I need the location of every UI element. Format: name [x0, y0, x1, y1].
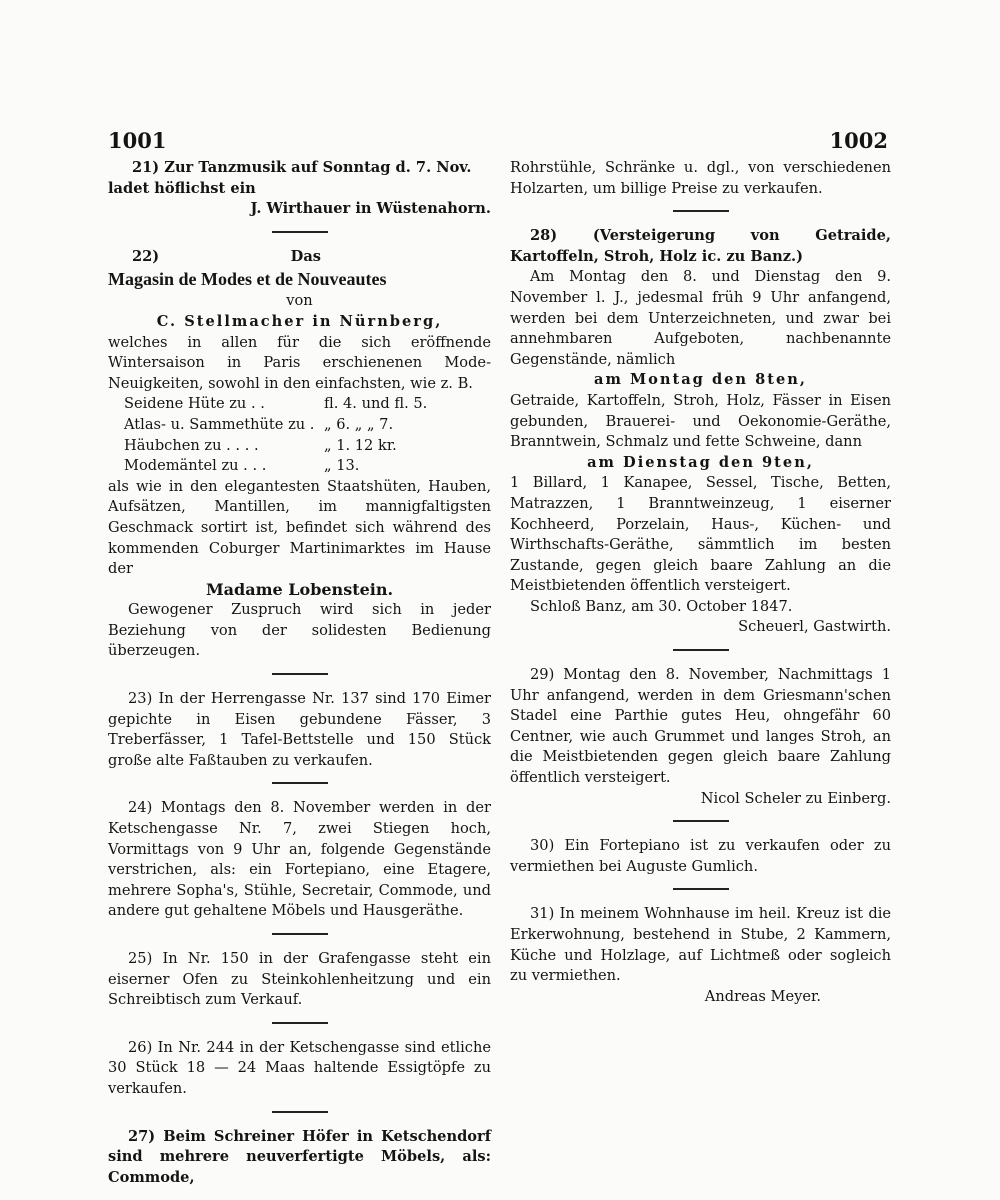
price-item: Atlas- u. Sammethüte zu .: [124, 415, 315, 433]
notice-22-owner: C. Stellmacher in Nürnberg,: [156, 312, 443, 330]
price-value: „ 13.: [324, 457, 360, 475]
price-row: [108, 415, 491, 436]
price-row: [108, 456, 491, 477]
page-number-left: 1001: [108, 128, 167, 153]
separator-rule: [673, 649, 729, 651]
price-row: [108, 394, 491, 415]
notice-28-heading: 28) (Versteigerung von Getraide, Kartoffeln, Stroh, Holz ic. zu Banz.): [510, 227, 891, 265]
notice-28-place-date: Schloß Banz, am 30. October 1847.: [530, 597, 793, 615]
notice-28: [510, 226, 891, 638]
price-value: fl. 4. und fl. 5.: [324, 395, 428, 413]
notice-21-signature: J. Wirthauer in Wüstenahorn.: [250, 200, 491, 218]
price-value: „ 6. „ „ 7.: [324, 415, 394, 433]
price-item: Modemäntel zu . . .: [124, 457, 267, 475]
separator-rule: [272, 933, 328, 935]
notice-29-text: 29) Montag den 8. November, Nachmittags 1 Uhr anfangend, werden in dem Griesmann'schen Stadel eine Parthie gutes Heu, ohngefähr 60 Centner, wie auch Grummet und langes Stroh, an die Meistbietenden gegen gleich baare Zahlung öffentlich versteigert.: [510, 666, 891, 787]
separator-rule: [673, 888, 729, 890]
price-item: Seidene Hüte zu . .: [124, 395, 265, 413]
separator-rule: [272, 1111, 328, 1113]
notice-24: 24) Montags den 8. November werden in der Ketschengasse Nr. 7, zwei Stiegen hoch, Vormittags von 9 Uhr an, folgende Gegenstände verstrichen, als: ein Fortepiano, eine Etagere, mehrere Sopha's, Stühle, Secretair, Commode, und andere gut gehaltene Möbels und Hausgeräthe.: [108, 799, 491, 920]
notice-23: 23) In der Herrengasse Nr. 137 sind 170 Eimer gepichte in Eisen gebundene Fässer, 3 Treberfässer, 1 Tafel-Bettstelle und 150 Stück große alte Faßtauben zu verkaufen.: [108, 690, 491, 769]
notice-22-host: Madame Lobenstein.: [205, 579, 394, 599]
right-column: [510, 158, 891, 1007]
notice-31-signature: Andreas Meyer.: [704, 987, 821, 1005]
separator-rule: [272, 1022, 328, 1024]
notice-31: [510, 904, 891, 1007]
separator-rule: [673, 210, 729, 212]
notice-26: 26) In Nr. 244 in der Ketschengasse sind etliche 30 Stück 18 — 24 Maas haltende Essigtöpfe zu verkaufen.: [108, 1038, 491, 1097]
notice-30: 30) Ein Fortepiano ist zu verkaufen oder zu vermiethen bei Auguste Gumlich.: [510, 837, 891, 875]
notice-27: 27) Beim Schreiner Höfer in Ketschendorf sind mehrere neuverfertigte Möbels, als: Commode,: [108, 1127, 491, 1186]
notice-27-continued: Rohrstühle, Schränke u. dgl., von verschiedenen Holzarten, um billige Preise zu verkaufen.: [510, 159, 891, 197]
left-column: [108, 158, 491, 1188]
notice-22: [108, 247, 491, 662]
notice-21-line-1: 21) Zur Tanzmusik auf Sonntag d. 7. Nov.: [132, 159, 472, 176]
price-row: [108, 436, 491, 457]
notice-28-day-2: am Dienstag den 9ten,: [587, 453, 814, 471]
notice-29: [510, 665, 891, 809]
notice-28-items-1: Getraide, Kartoffeln, Stroh, Holz, Fässer in Eisen gebunden, Brauerei- und Oekonomie-Geräthe, Branntwein, Schmalz und fette Schweine, dann: [510, 391, 891, 451]
notice-22-title: Magasin de Modes et de Nouveautes: [108, 269, 387, 290]
separator-rule: [272, 231, 328, 233]
separator-rule: [673, 820, 729, 822]
price-value: „ 1. 12 kr.: [324, 436, 397, 454]
separator-rule: [272, 782, 328, 784]
notice-28-signature: Scheuerl, Gastwirth.: [738, 618, 891, 636]
notice-22-von: von: [286, 292, 313, 310]
notice-21-line-2: ladet höflichst ein: [108, 179, 256, 197]
notice-22-body: als wie in den elegantesten Staatshüten, Hauben, Aufsätzen, Mantillen, im mannigfaltigsten Geschmack sortirt ist, befindet sich während des kommenden Coburger Martinimarktes im Hause der: [108, 477, 491, 578]
notice-22-closing: Gewogener Zuspruch wird sich in jeder Beziehung von der solidesten Bedienung überzeugen.: [108, 601, 491, 660]
notice-28-items-2: 1 Billard, 1 Kanapee, Sessel, Tische, Betten, Matrazzen, 1 Branntweinzeug, 1 eiserner Kochheerd, Porzelain, Haus-, Küchen- und Wirthschafts-Geräthe, sämmtlich im besten Zustande, gegen gleich baare Zahlung an die Meistbietenden öffentlich versteigert.: [510, 474, 891, 595]
separator-rule: [272, 673, 328, 675]
notice-22-number: 22): [132, 247, 160, 265]
page-number-right: 1002: [829, 128, 888, 153]
notice-21: [108, 158, 491, 220]
notice-22-intro: welches in allen für die sich eröffnende Wintersaison in Paris erschienenen Mode-Neuigkeiten, sowohl in den einfachsten, wie z. B.: [108, 333, 491, 392]
notice-28-intro: Am Montag den 8. und Dienstag den 9. November l. J., jedesmal früh 9 Uhr anfangend, werden bei dem Unterzeichneten, und zwar bei annehmbaren Aufgeboten, nachbenannte Gegenstände, nämlich: [510, 268, 891, 368]
notice-28-day-1: am Montag den 8ten,: [593, 371, 807, 389]
notice-22-das: Das: [290, 247, 321, 265]
notice-29-signature: Nicol Scheler zu Einberg.: [700, 789, 891, 807]
price-item: Häubchen zu . . . .: [124, 436, 259, 454]
notice-31-text: 31) In meinem Wohnhause im heil. Kreuz ist die Erkerwohnung, bestehend in Stube, 2 Kammern, Küche und Holzlage, auf Lichtmeß oder sogleich zu vermiethen.: [510, 905, 891, 985]
notice-25: 25) In Nr. 150 in der Grafengasse steht ein eiserner Ofen zu Steinkohlenheitzung und ein Schreibtisch zum Verkauf.: [108, 950, 491, 1009]
